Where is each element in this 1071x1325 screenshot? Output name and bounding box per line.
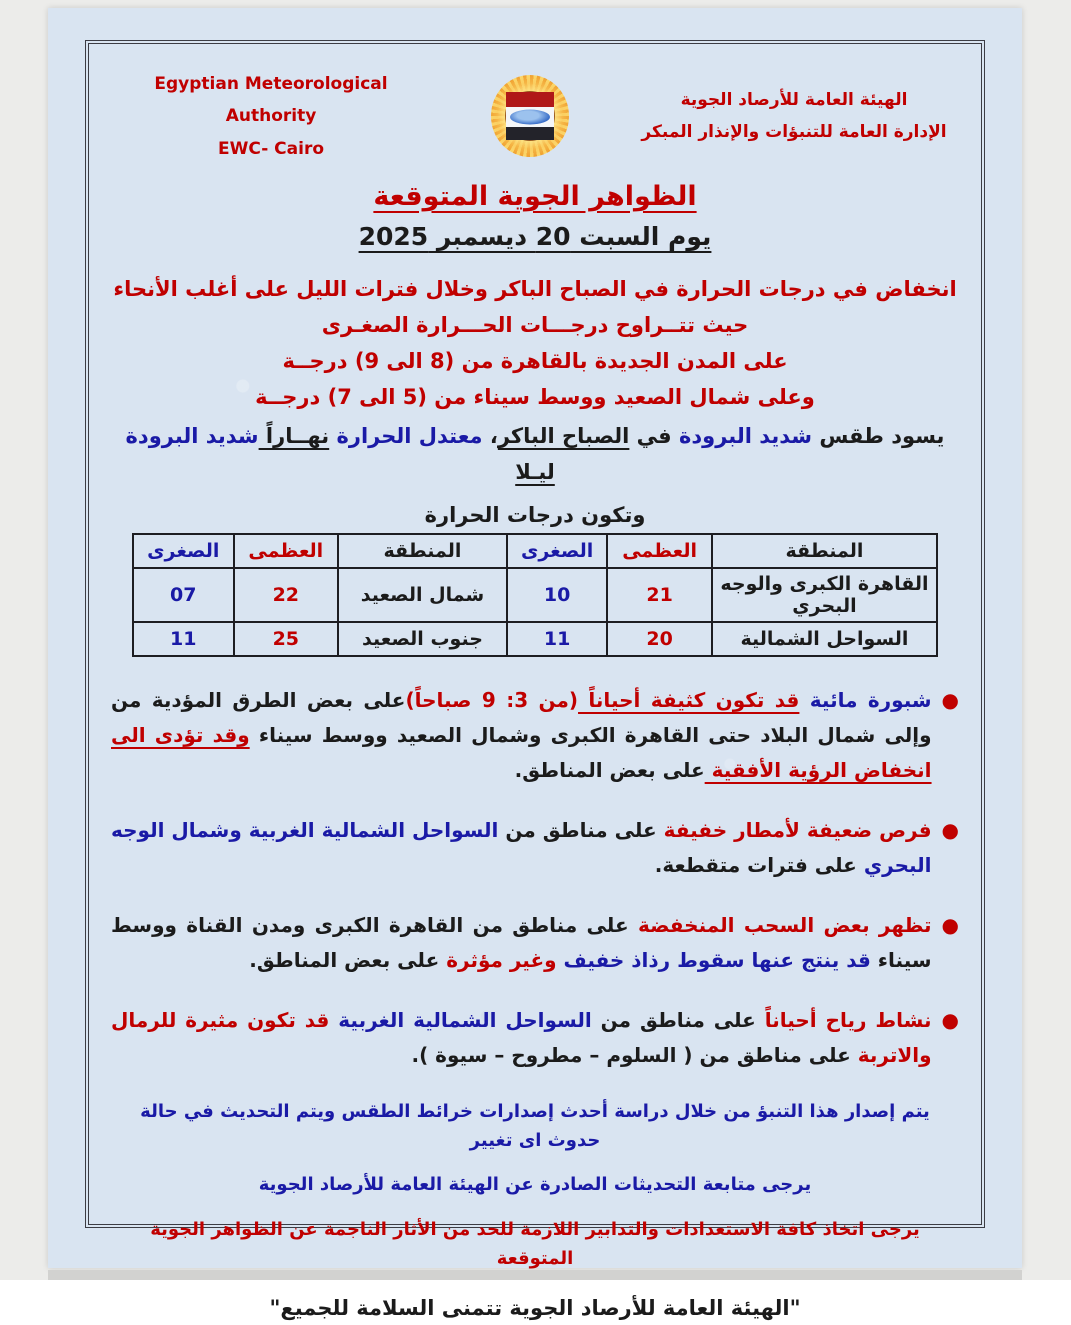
bullet-text: شبورة مائية قد تكون كثيفة أحياناً (من 3: 9 صباحاً)على بعض الطرق المؤدية من وإلى شمال البلاد حتى القاهرة الكبرى وشمال الصعيد ووسط سيناء وقد تؤدى الى انخفاض الرؤية الأفقية على بعض المناطق. (111, 687, 932, 782)
bullet-text: نشاط رياح أحياناً على مناطق من السواحل الشمالية الغربية قد تكون مثيرة للرمال والاتربة على مناطق من ( السلوم – مطروح – سيوة ). (111, 1007, 932, 1067)
bullet-dot-icon: ● (941, 687, 959, 712)
bullet-item-fog (111, 683, 959, 788)
bullet-dot-icon: ● (941, 817, 959, 842)
bulletin-date: يوم السبت 20 ديسمبر 2025 (358, 221, 712, 251)
table-row (133, 622, 937, 656)
summary-line: على المدن الجديدة بالقاهرة من (8 الى 9) درجــة (282, 349, 788, 374)
authority-name-arabic-line1: الهيئة العامة للأرصاد الجوية (680, 90, 908, 111)
bulletin-header (111, 68, 959, 165)
header-min: الصغرى (507, 534, 608, 568)
bulletin-border-box (85, 40, 985, 1320)
temperature-table (132, 533, 938, 657)
summary-block (111, 271, 959, 415)
table-caption: وتكون درجات الحرارة (424, 502, 646, 527)
header-min: الصغرى (133, 534, 234, 568)
footer-note-precautions: يرجى اتخاذ كافة الاستعدادات والتدابير اللازمة للحد من الأثار الناجمة عن الظواهر الجوية المتوقعة (150, 1219, 920, 1269)
page-title: الظواهر الجوية المتوقعة (373, 180, 697, 212)
phenomena-bullet-list (111, 683, 959, 1073)
bullet-item-wind (111, 1003, 959, 1073)
cell-min: 11 (507, 622, 608, 656)
summary-line: وعلى شمال الصعيد ووسط سيناء من (5 الى 7) درجــة (255, 385, 815, 410)
footer-note-issuance: يتم إصدار هذا التنبؤ من خلال دراسة أحدث إصدارات خرائط الطقس ويتم التحديث في حالة حدوث اى تغيير (140, 1100, 930, 1151)
bullet-text: فرص ضعيفة لأمطار خفيفة على مناطق من السواحل الشمالية الغربية وشمال الوجه البحري على فترات متقطعة. (111, 817, 932, 877)
authority-emblem-icon (491, 75, 569, 157)
photo-edge-strip (48, 1270, 1022, 1280)
bullet-item-clouds (111, 908, 959, 978)
bulletin-footer (111, 1098, 959, 1325)
cell-region: جنوب الصعيد (338, 622, 507, 656)
header-region: المنطقة (338, 534, 507, 568)
authority-name-english-line2: EWC- Cairo (217, 138, 325, 159)
cell-min: 07 (133, 568, 234, 622)
document-page (48, 8, 1022, 1320)
cell-max: 25 (234, 622, 339, 656)
cell-max: 20 (607, 622, 712, 656)
table-row (133, 568, 937, 622)
authority-name-arabic-line2: الإدارة العامة للتنبؤات والإنذار المبكر (641, 122, 947, 143)
emblem-cloud-icon (510, 109, 550, 124)
header-region: المنطقة (712, 534, 937, 568)
authority-name-english-line1: Egyptian Meteorological Authority (154, 74, 388, 127)
bullet-dot-icon: ● (941, 912, 959, 937)
cell-max: 22 (234, 568, 339, 622)
summary-line: حيث تتــراوح درجـــات الحـــرارة الصغـرى (321, 313, 749, 337)
weather-summary-line: يسود طقس شديد البرودة في الصباح الباكر، معتدل الحرارة نهــاراً شديد البرودة ليـلا (125, 424, 945, 485)
footer-wish-message: "الهيئة العامة للأرصاد الجوية تتمنى السلامة للجميع" (269, 1295, 801, 1320)
cell-max: 21 (607, 568, 712, 622)
cell-min: 11 (133, 622, 234, 656)
bullet-item-rain (111, 813, 959, 883)
cell-region: شمال الصعيد (338, 568, 507, 622)
authority-name-english (111, 68, 431, 165)
cell-region: القاهرة الكبرى والوجه البحري (712, 568, 937, 622)
header-max: العظمى (607, 534, 712, 568)
footer-note-updates: يرجى متابعة التحديثات الصادرة عن الهيئة العامة للأرصاد الجوية (258, 1174, 812, 1196)
bullet-dot-icon: ● (941, 1007, 959, 1032)
header-max: العظمى (234, 534, 339, 568)
cell-min: 10 (507, 568, 608, 622)
table-header-row (133, 534, 937, 568)
authority-name-arabic (629, 84, 959, 149)
cell-region: السواحل الشمالية (712, 622, 937, 656)
emblem-flag-globe-icon (505, 91, 555, 141)
bullet-text: تظهر بعض السحب المنخفضة على مناطق من القاهرة الكبرى ومدن القناة ووسط سيناء قد ينتج عنها سقوط رذاذ خفيف وغير مؤثرة على بعض المناطق. (111, 912, 932, 972)
summary-line: انخفاض في درجات الحرارة في الصباح الباكر وخلال فترات الليل على أغلب الأنحاء (113, 276, 957, 301)
